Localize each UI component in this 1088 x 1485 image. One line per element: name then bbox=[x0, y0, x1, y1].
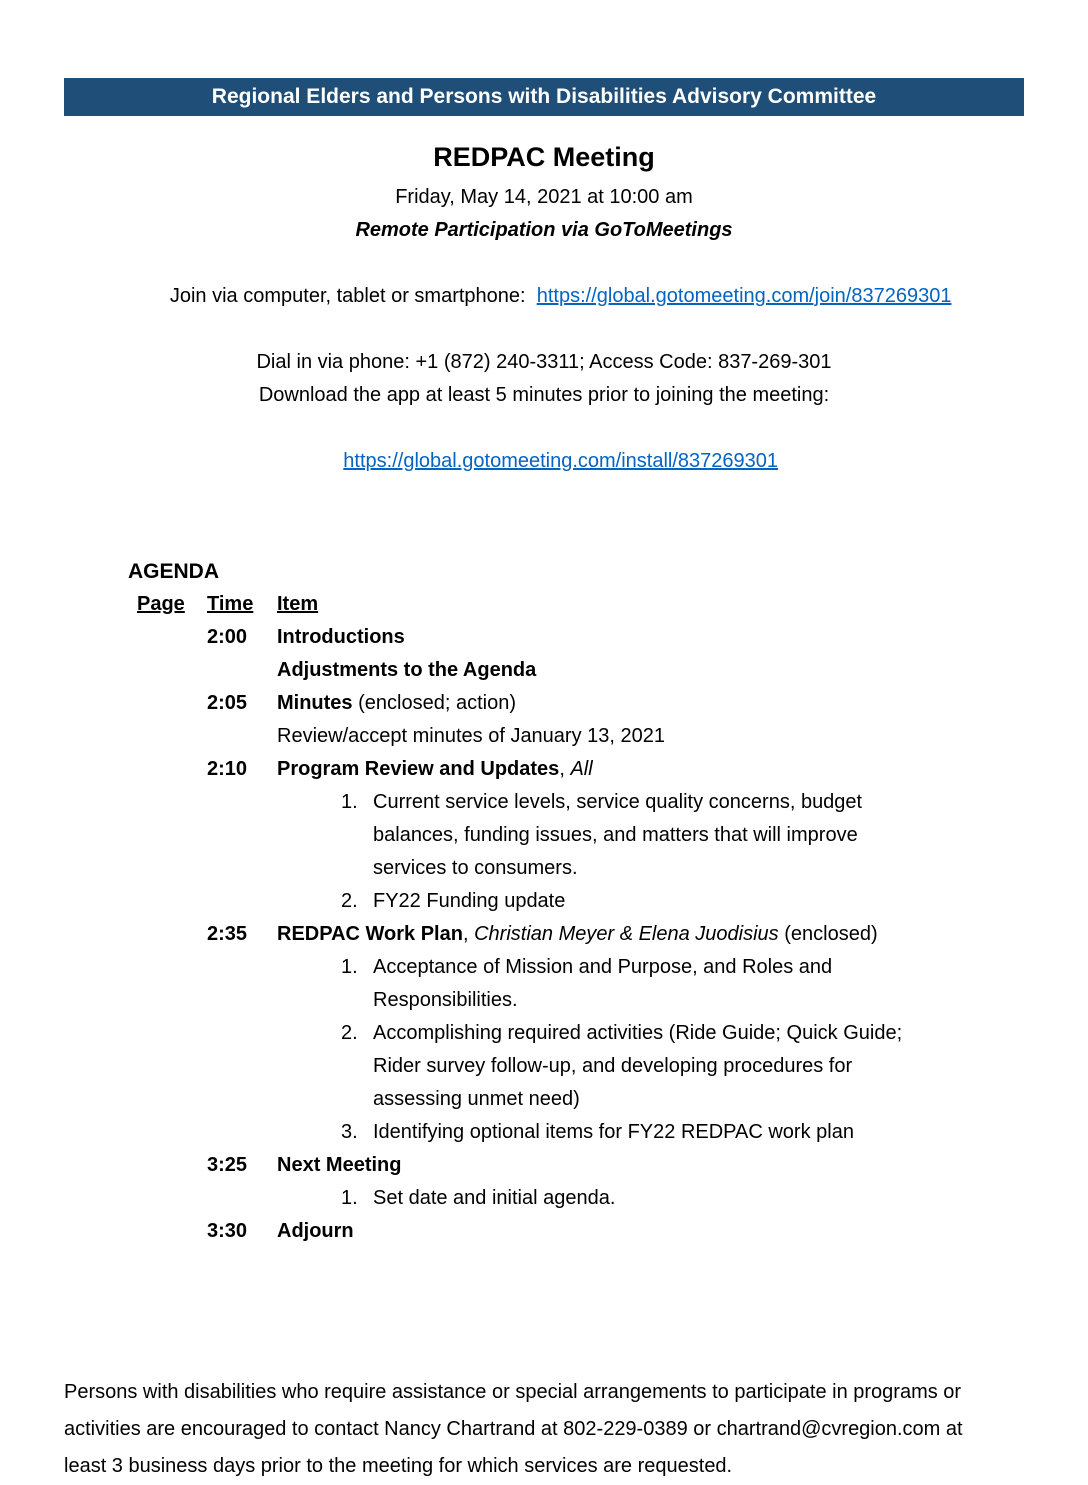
join-label: Join via computer, tablet or smartphone: bbox=[169, 285, 537, 307]
agenda-page-cell bbox=[137, 720, 207, 753]
agenda-item-cell bbox=[277, 918, 939, 1149]
agenda-item-text bbox=[277, 1215, 939, 1248]
meeting-header bbox=[64, 142, 1024, 511]
agenda-item-segment: Next Meeting bbox=[277, 1154, 402, 1176]
agenda-page-cell bbox=[137, 1149, 207, 1215]
agenda-item-segment: (enclosed) bbox=[778, 923, 878, 945]
agenda-time-cell: 2:35 bbox=[207, 923, 248, 945]
agenda-item-cell bbox=[277, 621, 939, 654]
agenda-item-segment: Adjourn bbox=[277, 1220, 354, 1242]
agenda-item-text bbox=[277, 753, 939, 786]
agenda-subitem-number: 1. bbox=[341, 956, 358, 978]
agenda-item-cell bbox=[277, 654, 939, 687]
agenda-time-cell bbox=[207, 654, 277, 687]
agenda-item-segment: All bbox=[570, 758, 593, 780]
agenda-item-segment: Program Review and Updates bbox=[277, 758, 560, 780]
agenda-item-cell bbox=[277, 1215, 939, 1248]
agenda-time-cell: 2:10 bbox=[207, 758, 248, 780]
column-header-time: Time bbox=[207, 593, 254, 615]
accessibility-notice: Persons with disabilities who require assistance or special arrangements to participate in programs or activities are encouraged to contact Nancy Chartrand at 802-229-0389 or chartrand@cvregion.com at least 3 business days prior to the meeting for which services are requested. bbox=[64, 1381, 963, 1477]
agenda-subitem-number: 1. bbox=[341, 791, 358, 813]
agenda-subitem bbox=[277, 951, 939, 1017]
agenda-time-cell bbox=[207, 720, 277, 753]
agenda-table bbox=[128, 588, 1024, 1248]
agenda-item-text bbox=[277, 720, 939, 753]
agenda-row bbox=[137, 621, 1024, 654]
agenda-row bbox=[137, 1149, 1024, 1215]
agenda-item-text bbox=[277, 1149, 939, 1182]
install-app-link[interactable]: https://global.gotomeeting.com/install/837269301 bbox=[343, 450, 779, 472]
agenda-item-segment: REDPAC Work Plan bbox=[277, 923, 463, 945]
agenda-subitem-number: 3. bbox=[341, 1121, 358, 1143]
agenda-time-cell: 3:25 bbox=[207, 1154, 248, 1176]
agenda-item-segment: , bbox=[559, 758, 571, 780]
agenda-item-text bbox=[277, 621, 939, 654]
agenda-subitem-text: Set date and initial agenda. bbox=[373, 1187, 616, 1209]
agenda-column-headers bbox=[137, 588, 1024, 621]
agenda-page-cell bbox=[137, 621, 207, 654]
agenda-heading: AGENDA bbox=[128, 560, 220, 583]
agenda-row bbox=[137, 753, 1024, 918]
agenda-subitem-number: 1. bbox=[341, 1187, 358, 1209]
agenda-subitem-text: Accomplishing required activities (Ride Guide; Quick Guide; Rider survey follow-up, and developing procedures for assessing unmet need) bbox=[373, 1022, 903, 1110]
agenda-page-cell bbox=[137, 918, 207, 1149]
column-header-page: Page bbox=[137, 593, 185, 615]
agenda-subitem-number: 2. bbox=[341, 1022, 358, 1044]
agenda-item-segment: , bbox=[462, 923, 475, 945]
agenda-subitem bbox=[277, 786, 939, 885]
agenda-subitem-text: Acceptance of Mission and Purpose, and Roles and Responsibilities. bbox=[373, 956, 833, 1011]
agenda-item-segment: Minutes bbox=[277, 692, 353, 714]
agenda-item-text bbox=[277, 687, 939, 720]
agenda-subitem-text: Current service levels, service quality concerns, budget balances, funding issues, and matters that will improve services to consumers. bbox=[373, 791, 863, 879]
agenda-item-cell bbox=[277, 687, 939, 720]
page-title: REDPAC Meeting bbox=[433, 142, 655, 172]
meeting-datetime: Friday, May 14, 2021 at 10:00 am bbox=[395, 186, 693, 208]
agenda-subitem bbox=[277, 1182, 939, 1215]
agenda-row bbox=[137, 1215, 1024, 1248]
committee-banner bbox=[64, 78, 1024, 116]
agenda-subitem bbox=[277, 1017, 939, 1116]
agenda-subitem-number: 2. bbox=[341, 890, 358, 912]
agenda-subitem-text: FY22 Funding update bbox=[373, 890, 566, 912]
agenda-row bbox=[137, 918, 1024, 1149]
agenda-item-segment: Adjustments to the Agenda bbox=[277, 659, 537, 681]
agenda-page-cell bbox=[137, 687, 207, 720]
agenda-rows bbox=[137, 621, 1024, 1248]
agenda-subitem-text: Identifying optional items for FY22 REDPAC work plan bbox=[373, 1121, 854, 1143]
agenda-item-segment: Introductions bbox=[277, 626, 405, 648]
banner-title: Regional Elders and Persons with Disabilities Advisory Committee bbox=[211, 85, 877, 108]
agenda-item-text bbox=[277, 918, 939, 951]
install-line bbox=[64, 412, 1024, 511]
agenda-page-cell bbox=[137, 1215, 207, 1248]
download-note: Download the app at least 5 minutes prior to joining the meeting: bbox=[258, 384, 830, 406]
dial-in-line: Dial in via phone: +1 (872) 240-3311; Access Code: 837-269-301 bbox=[256, 351, 832, 373]
agenda-item-cell bbox=[277, 1149, 939, 1215]
agenda-item-segment: Christian Meyer & Elena Juodisius bbox=[474, 923, 779, 945]
agenda-subitem bbox=[277, 885, 939, 918]
remote-participation-note: Remote Participation via GoToMeetings bbox=[355, 219, 733, 241]
agenda-subitem bbox=[277, 1116, 939, 1149]
agenda-row bbox=[137, 720, 1024, 753]
agenda-item-segment: Review/accept minutes of January 13, 2021 bbox=[277, 725, 665, 747]
join-line bbox=[64, 247, 1024, 346]
agenda-row bbox=[137, 654, 1024, 687]
agenda-time-cell: 2:00 bbox=[207, 626, 248, 648]
agenda-item-segment: (enclosed; action) bbox=[352, 692, 516, 714]
agenda-page-cell bbox=[137, 753, 207, 918]
agenda-item-cell bbox=[277, 753, 939, 918]
agenda-section bbox=[128, 555, 1024, 1248]
column-header-item: Item bbox=[277, 593, 319, 615]
agenda-page-cell bbox=[137, 654, 207, 687]
join-meeting-link[interactable]: https://global.gotomeeting.com/join/837269301 bbox=[536, 285, 952, 307]
agenda-item-cell bbox=[277, 720, 939, 753]
agenda-time-cell: 3:30 bbox=[207, 1220, 248, 1242]
agenda-item-text bbox=[277, 654, 939, 687]
agenda-time-cell: 2:05 bbox=[207, 692, 248, 714]
agenda-row bbox=[137, 687, 1024, 720]
